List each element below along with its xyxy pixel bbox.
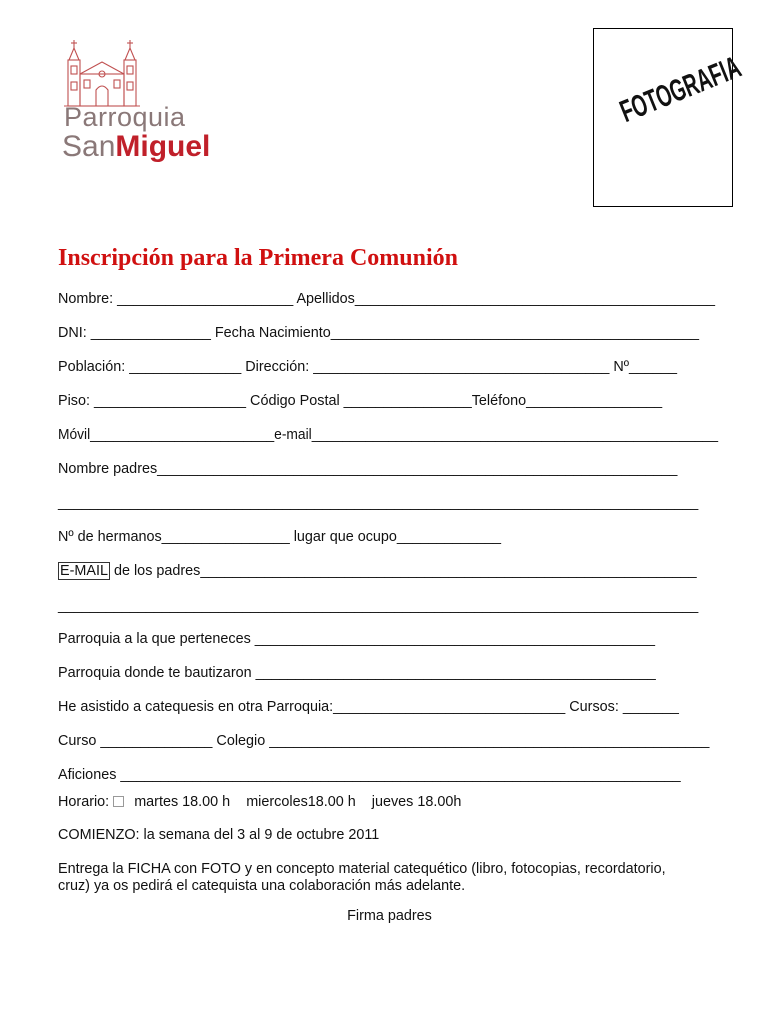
firma-padres: Firma padres — [347, 908, 432, 924]
horario-opt-martes: martes 18.00 h — [134, 794, 231, 810]
field-catequesis: He asistido a catequesis en otra Parroquia:_____________________________ Cursos: _______ — [58, 699, 679, 715]
field-nombre-padres-cont: ________________________________________________________________________________ — [58, 495, 699, 511]
field-curso-colegio: Curso ______________ Colegio _______________________________________________________ — [58, 733, 710, 749]
logo-text-miguel: Miguel — [115, 130, 211, 163]
field-email-cont: ________________________________________________________________________________ — [58, 598, 699, 614]
entrega-text-2: cruz) ya os pedirá el catequista una colaboración más adelante. — [58, 878, 466, 894]
horario-opt-miercoles: miercoles18.00 h — [246, 794, 356, 810]
field-movil: Móvil________________________e-mail_____________________________________________________ — [58, 427, 719, 443]
email-field-text: de los padres______________________________________________________________ — [109, 563, 697, 579]
logo-text-parroquia: Parroquia — [64, 102, 186, 132]
email-label: E-MAIL — [60, 563, 108, 579]
field-parroquia-pertenece: Parroquia a la que perteneces __________________________________________________ — [58, 631, 655, 647]
horario-checkbox[interactable] — [113, 796, 124, 807]
field-nombre: Nombre: ______________________ Apellidos_____________________________________________ — [58, 291, 716, 307]
photo-label: FOTOGRAFIA — [615, 49, 746, 130]
entrega-text-1: Entrega la FICHA con FOTO y en concepto material catequético (libro, fotocopias, recordatorio, — [58, 861, 666, 877]
logo-text-san: San — [62, 130, 116, 163]
logo-text-san-miguel — [62, 130, 210, 164]
photo-box — [593, 28, 746, 207]
horario-row — [58, 793, 461, 811]
horario-opt-jueves: jueves 18.00h — [371, 794, 462, 810]
field-parroquia-bautizo: Parroquia donde te bautizaron __________________________________________________ — [58, 665, 656, 681]
field-email — [58, 562, 697, 580]
horario-label: Horario: — [58, 794, 110, 810]
field-poblacion: Población: ______________ Dirección: _____________________________________ Nº______ — [58, 359, 678, 375]
field-hermanos: Nº de hermanos________________ lugar que ocupo_____________ — [58, 529, 501, 545]
field-dni: DNI: _______________ Fecha Nacimiento______________________________________________ — [58, 325, 699, 341]
parish-logo — [60, 36, 230, 172]
comienzo-text: COMIENZO: la semana del 3 al 9 de octubre 2011 — [58, 827, 380, 843]
field-nombre-padres: Nombre padres_________________________________________________________________ — [58, 461, 678, 477]
form-title: Inscripción para la Primera Comunión — [58, 245, 458, 271]
church-icon — [60, 36, 150, 108]
field-aficiones: Aficiones ______________________________________________________________________ — [58, 767, 681, 783]
field-piso: Piso: ___________________ Código Postal ________________Teléfono_________________ — [58, 393, 663, 409]
